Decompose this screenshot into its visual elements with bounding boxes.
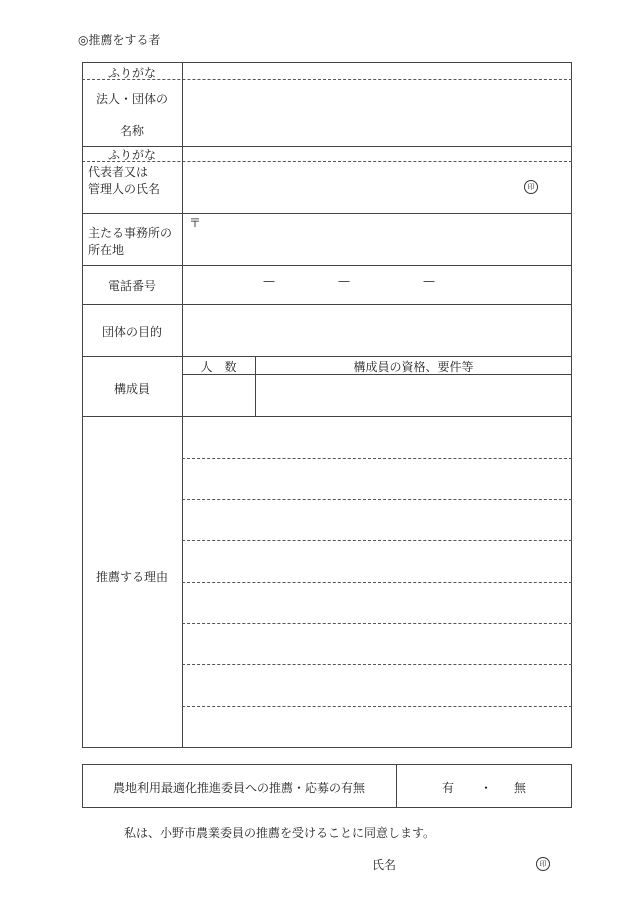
org-name-label-line2: 名称	[119, 124, 144, 138]
purpose-field[interactable]	[183, 305, 571, 356]
section-heading: ◎推薦をする者	[78, 33, 161, 47]
rep-label-line2: 管理人の氏名	[88, 182, 161, 196]
rep-name-field[interactable]	[183, 162, 513, 213]
org-name-field[interactable]	[183, 80, 571, 146]
rep-label-line1: 代表者又は	[88, 165, 149, 179]
purpose-label: 団体の目的	[101, 325, 162, 339]
office-label-line1: 主たる事務所の	[88, 226, 173, 240]
phone-dash-2: —	[338, 274, 350, 288]
consent-text: 私は、小野市農業委員の推薦を受けることに同意します。	[124, 826, 436, 840]
seal-mark-icon: 印	[524, 180, 538, 194]
option-no[interactable]: 無	[514, 781, 527, 795]
org-name-label-line1: 法人・団体の	[95, 92, 168, 106]
org-furigana-field[interactable]	[183, 63, 571, 79]
reason-label: 推薦する理由	[95, 570, 168, 584]
members-qualification-field[interactable]	[256, 375, 571, 416]
furigana-label-org: ふりがな	[107, 66, 156, 80]
phone-dash-1: —	[263, 274, 275, 288]
committee-question-label: 農地利用最適化推進委員への推薦・応募の有無	[112, 781, 365, 795]
phone-dash-3: —	[423, 274, 435, 288]
option-separator: ・	[480, 781, 493, 795]
phone-field[interactable]	[183, 266, 571, 304]
furigana-label-rep: ふりがな	[107, 148, 156, 162]
signature-name-label: 氏名	[372, 858, 397, 872]
option-yes[interactable]: 有	[442, 781, 455, 795]
members-label: 構成員	[113, 382, 150, 396]
members-count-field[interactable]	[183, 375, 255, 416]
office-address-field[interactable]	[200, 214, 571, 265]
office-label-line2: 所在地	[88, 243, 125, 257]
signature-seal-icon: 印	[536, 857, 550, 871]
reason-field[interactable]	[183, 417, 571, 747]
signature-name-field[interactable]	[400, 854, 530, 870]
phone-label: 電話番号	[107, 279, 156, 293]
rep-furigana-field[interactable]	[183, 147, 571, 161]
postal-mark: 〒	[189, 216, 202, 230]
members-count-header: 人 数	[200, 360, 237, 374]
members-qualification-header: 構成員の資格、要件等	[353, 360, 474, 374]
